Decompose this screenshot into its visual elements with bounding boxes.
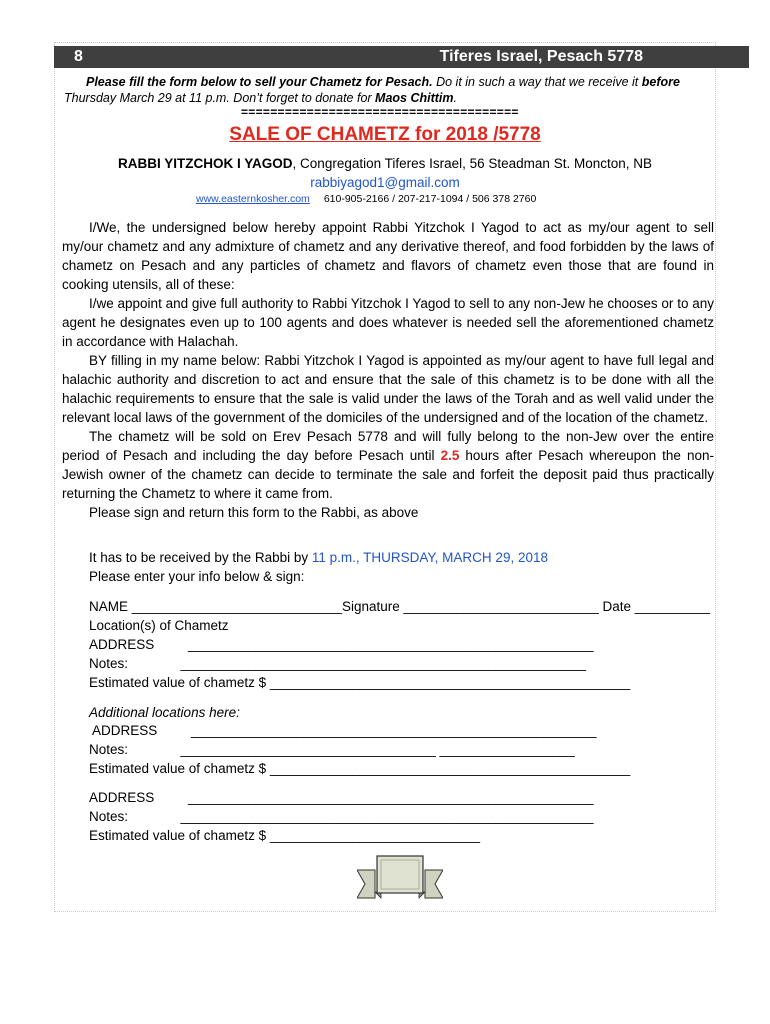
intro-paragraph [64, 74, 704, 106]
enter-info-line: Please enter your info below & sign: [89, 569, 305, 584]
estimated-value-field-2[interactable]: Estimated value of chametz $ ________________________________________________ [89, 761, 631, 776]
web-phone-line [196, 193, 536, 205]
address-field[interactable]: ADDRESS ______________________________________________________ [89, 637, 594, 652]
ribbon-banner-icon [357, 854, 443, 902]
sale-text-a: The chametz will be sold on Erev Pesach 5778 and will fully belong to the non-Jew over the entire period of Pesach and including the day before Pesach until [62, 429, 714, 463]
intro-text-1: Do it in such a way that we receive it [432, 75, 642, 89]
paragraph-authority: I/we appoint and give full authority to Rabbi Yitzchok I Yagod to sell to any non-Jew he chooses or to any agent he designates even up to 100 agents and does whatever is needed sell the aforementioned chametz in accordance with Halachah. [62, 296, 714, 349]
deadline-highlight: 11 p.m., THURSDAY, MARCH 29, 2018 [311, 550, 548, 565]
paragraph-return-form: Please sign and return this form to the Rabbi, as above [89, 505, 419, 520]
intro-bold-2: before [641, 75, 680, 89]
additional-locations-label: Additional locations here: [89, 705, 240, 720]
rabbi-contact-line [0, 156, 770, 171]
intro-bold-1: Please fill the form below to sell your Chametz for Pesach. [86, 75, 433, 89]
hours-highlight: 2.5 [440, 448, 460, 463]
paragraph-sale-period [62, 427, 714, 503]
email-link[interactable]: rabbiyagod1@gmail.com [310, 175, 460, 190]
sale-text-b: hours after Pesach whereupon the non-Jewish owner of the chametz can decide to terminate the sale and forfeit the deposit paid thus practically returning the Chametz to where it came from. [62, 448, 714, 501]
intro-bold-3: Maos Chittim [375, 91, 454, 105]
newsletter-title: Tiferes Israel, Pesach 5778 [439, 48, 643, 65]
rabbi-address: , Congregation Tiferes Israel, 56 Steadman St. Moncton, NB [292, 156, 652, 171]
paragraph-appoint: I/We, the undersigned below hereby appoint Rabbi Yitzchok I Yagod to act as my/our agent to sell my/our chametz and any admixture of chametz and any derivative thereof, and food forbidden by the laws of chametz on Pesach and any particles of chametz and flavors of chametz even those that are found in cooking utensils, all of these: [62, 220, 714, 292]
paragraph-agent: BY filling in my name below: Rabbi Yitzchok I Yagod is appointed as my/our agent to have full legal and halachic authority and discretion to act and ensure that the sale of this chametz is to be done with all the halachic requirements to ensure that the sale is valid under the laws of the Torah and as well valid under the relevant local laws of the government of the domiciles of the undersigned and of the location of the chametz. [62, 353, 714, 425]
notes-field-3[interactable]: Notes: _______________________________________________________ [89, 809, 594, 824]
name-signature-date-field[interactable]: NAME ____________________________Signature __________________________ Date __________ [89, 599, 710, 614]
estimated-value-field-3[interactable]: Estimated value of chametz $ ____________________________ [89, 828, 481, 843]
intro-text-3: . [453, 91, 458, 105]
phone-numbers: 610-905-2166 / 207-217-1094 / 506 378 2760 [323, 193, 537, 205]
body-text [62, 218, 714, 522]
website-link[interactable]: www.easternkosher.com [196, 193, 310, 205]
deadline-line [89, 550, 548, 565]
estimated-value-field[interactable]: Estimated value of chametz $ ________________________________________________ [89, 675, 631, 690]
notes-field[interactable]: Notes: ______________________________________________________ [89, 656, 586, 671]
rabbi-name: RABBI YITZCHOK I YAGOD [118, 156, 293, 171]
page-title: SALE OF CHAMETZ for 2018 /5778 [229, 124, 541, 145]
page-number: 8 [74, 48, 83, 65]
notes-field-2[interactable]: Notes: __________________________________ __________________ [89, 742, 575, 757]
separator-line: ====================================== [241, 105, 519, 119]
intro-text-2: Thursday March 29 at 11 p.m. Don’t forget to donate for [64, 91, 376, 105]
deadline-prefix: It has to be received by the Rabbi by [89, 550, 312, 565]
page-header [54, 46, 749, 68]
locations-label: Location(s) of Chametz [89, 618, 229, 633]
address-field-2[interactable]: ADDRESS ______________________________________________________ [89, 723, 597, 738]
address-field-3[interactable]: ADDRESS ______________________________________________________ [89, 790, 594, 805]
